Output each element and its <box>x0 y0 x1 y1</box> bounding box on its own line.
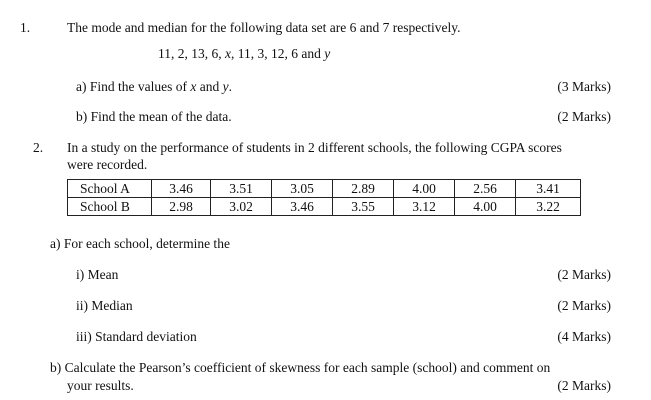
q2-number: 2. <box>33 140 44 155</box>
cgpa-table <box>67 179 581 216</box>
q1-dataset <box>158 46 330 62</box>
table-cell: 3.41 <box>516 180 581 198</box>
table-cell: 3.55 <box>333 198 394 216</box>
q1a-text <box>76 79 232 95</box>
q2a-text: a) For each school, determine the <box>50 236 230 251</box>
q1a-text-3: . <box>228 79 232 94</box>
q1a-text-1: a) Find the values of <box>76 79 191 94</box>
table-row <box>68 180 581 198</box>
q2-intro-line1: In a study on the performance of students in 2 different schools, the following CGPA scores <box>67 140 562 155</box>
q2b-line2: your results. <box>67 378 134 393</box>
q2a-item-median-marks: (2 Marks) <box>557 298 611 313</box>
q2a-item-mean-marks: (2 Marks) <box>557 267 611 282</box>
q1a-marks: (3 Marks) <box>557 79 611 94</box>
q1-dataset-y: y <box>324 46 331 61</box>
table-cell: 3.51 <box>211 180 272 198</box>
table-cell: 3.46 <box>152 180 211 198</box>
q2a-item-stddev-marks: (4 Marks) <box>557 329 611 344</box>
q1-dataset-x: x <box>225 46 231 61</box>
table-cell: 2.98 <box>152 198 211 216</box>
table-cell: 2.89 <box>333 180 394 198</box>
row-label: School B <box>68 198 152 216</box>
q2b-line1: b) Calculate the Pearson’s coefficient of skewness for each sample (school) and comment on <box>50 360 551 375</box>
q1-dataset-part1: 11, 2, 13, 6, <box>158 46 225 61</box>
q1-number: 1. <box>20 20 31 35</box>
q1b-text: b) Find the mean of the data. <box>76 109 232 124</box>
table-cell: 3.02 <box>211 198 272 216</box>
table-cell: 4.00 <box>455 198 516 216</box>
q2-intro-line2: were recorded. <box>67 157 148 172</box>
q1b-marks: (2 Marks) <box>557 109 611 124</box>
q1-dataset-part2: , 11, 3, 12, 6 and <box>231 46 325 61</box>
table-cell: 3.12 <box>394 198 455 216</box>
q1a-text-2: and <box>196 79 223 94</box>
table-cell: 4.00 <box>394 180 455 198</box>
table-cell: 3.46 <box>272 198 333 216</box>
q1-intro: The mode and median for the following data set are 6 and 7 respectively. <box>67 20 461 35</box>
q2b-marks: (2 Marks) <box>557 378 611 393</box>
table-cell: 2.56 <box>455 180 516 198</box>
table-row <box>68 198 581 216</box>
q1a-x: x <box>190 79 197 94</box>
table-cell: 3.22 <box>516 198 581 216</box>
q2a-item-median: ii) Median <box>76 298 133 313</box>
q1a-y: y <box>222 79 229 94</box>
q2a-item-mean: i) Mean <box>76 267 119 282</box>
table-cell: 3.05 <box>272 180 333 198</box>
q2a-item-stddev: iii) Standard deviation <box>76 329 197 344</box>
row-label: School A <box>68 180 152 198</box>
